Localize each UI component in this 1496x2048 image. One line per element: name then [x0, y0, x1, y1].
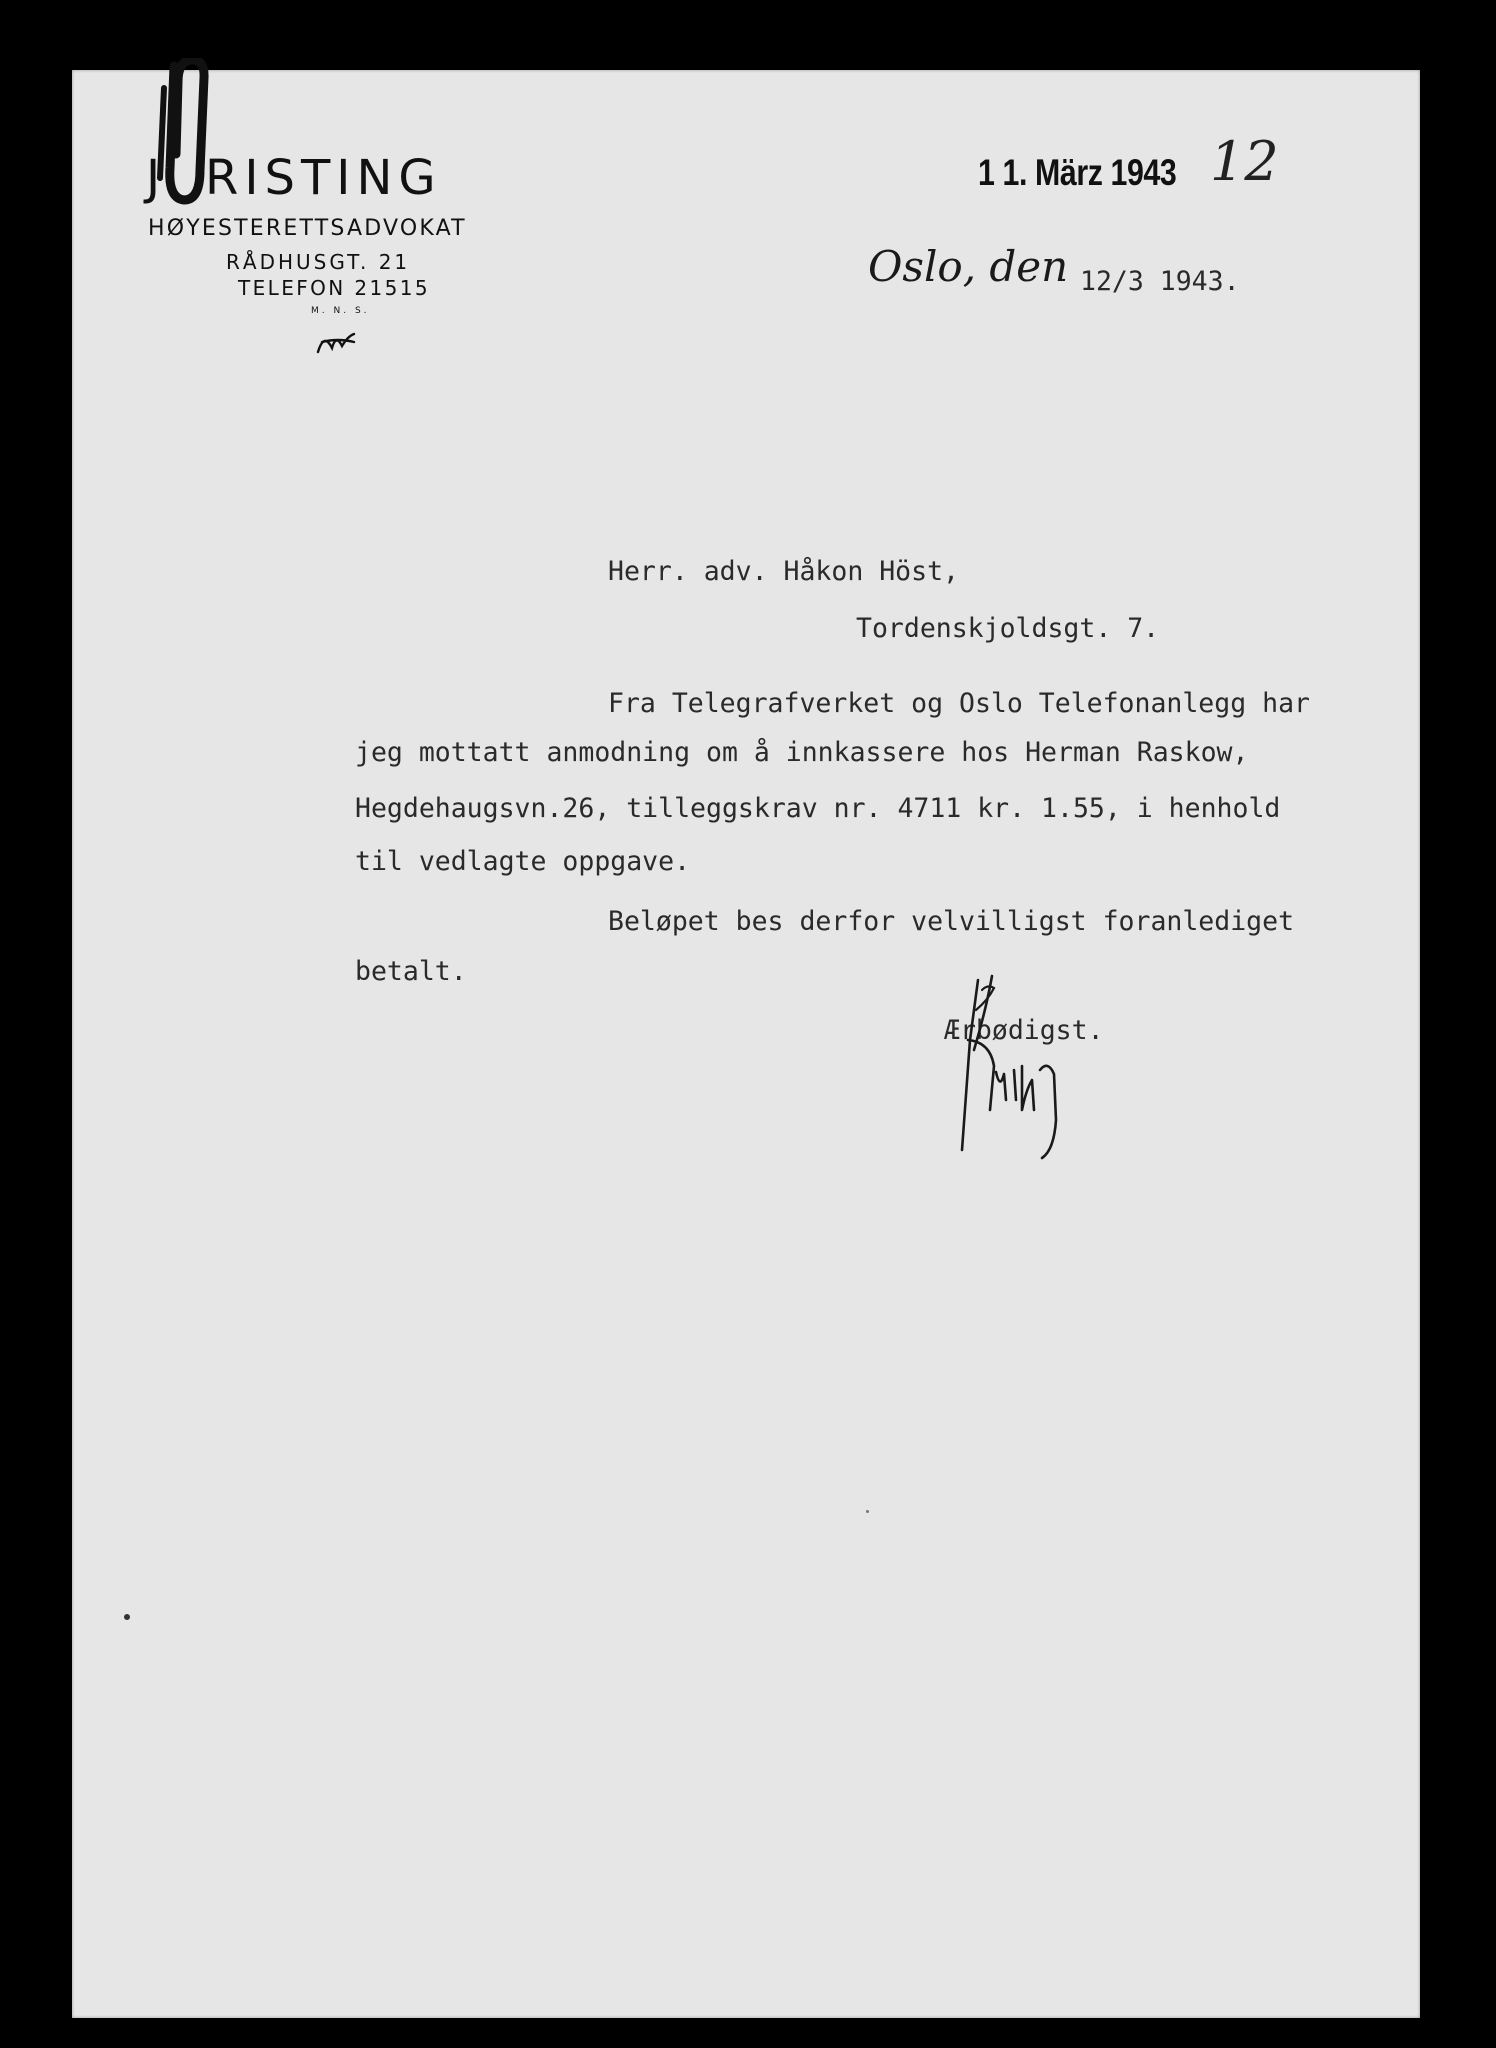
dateline-place: Oslo, den — [868, 242, 1069, 291]
closing: Ærbødigst. — [944, 1015, 1104, 1046]
letterhead-phone: TELEFON 21515 — [238, 276, 431, 300]
letterhead-title: HØYESTERETTSADVOKAT — [148, 216, 467, 241]
letterhead-name: RISTING — [205, 150, 442, 206]
recipient-name: Herr. adv. Håkon Höst, — [608, 556, 959, 587]
letterhead-initial: J — [146, 150, 161, 206]
letterhead-membership: M. N. S. — [311, 306, 370, 316]
body-line: jeg mottatt anmodning om å innkassere hos Herman Raskow, — [355, 737, 1249, 768]
handwritten-signature — [930, 970, 1110, 1170]
speck — [124, 1614, 130, 1620]
dateline-date: 12/3 1943. — [1080, 266, 1240, 297]
body-line: betalt. — [355, 956, 467, 987]
page-number: 12 — [1210, 130, 1279, 193]
recipient-address: Tordenskjoldsgt. 7. — [856, 613, 1160, 644]
body-line: Hegdehaugsvn.26, tilleggskrav nr. 4711 kr. 1.55, i henhold — [355, 793, 1281, 824]
monogram-icon — [314, 328, 358, 356]
body-line: Fra Telegrafverket og Oslo Telefonanlegg har — [608, 688, 1310, 719]
body-line: til vedlagte oppgave. — [355, 846, 691, 877]
speck — [866, 1510, 869, 1513]
body-line: Beløpet bes derfor velvilligst foranlediget — [608, 906, 1295, 937]
letter-page — [72, 70, 1420, 2018]
letterhead-address: RÅDHUSGT. 21 — [226, 250, 411, 274]
received-stamp: 1 1. März 1943 — [978, 152, 1177, 193]
